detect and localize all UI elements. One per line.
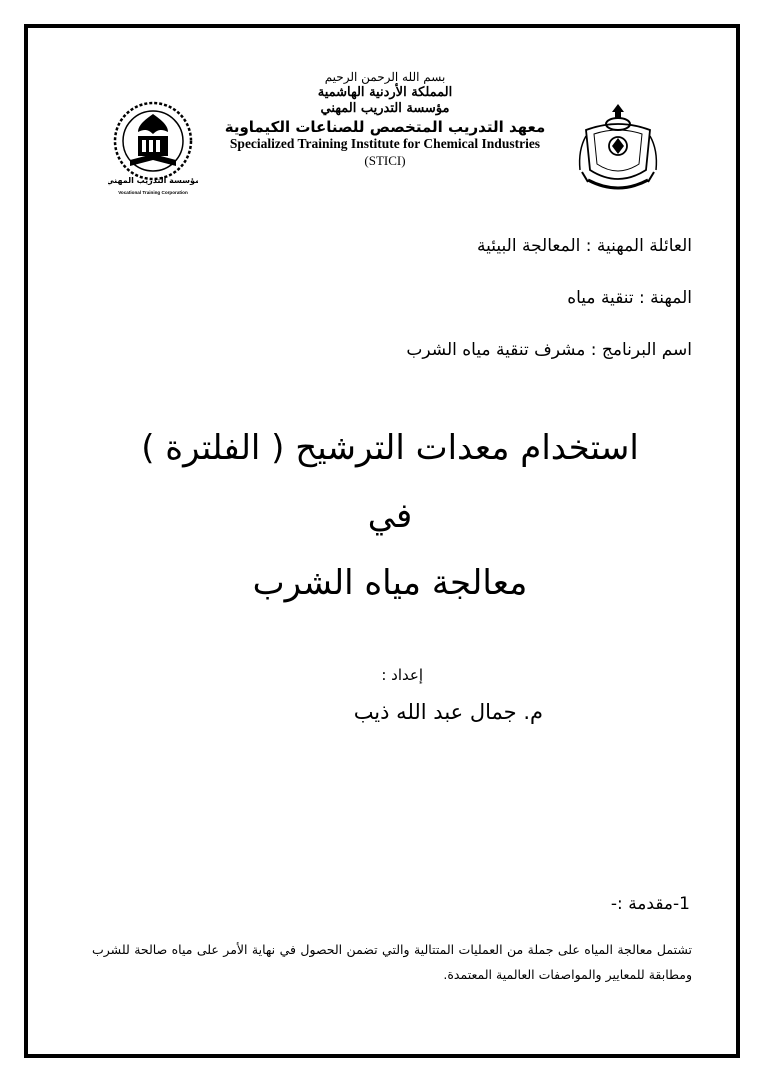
- section-heading: 1-مقدمة :-: [610, 894, 690, 914]
- basmala: بسم الله الرحمن الرحيم: [324, 70, 446, 84]
- emblem-caption-en: Vocational Training Corporation: [118, 190, 188, 195]
- kingdom-name: المملكة الأردنية الهاشمية: [317, 85, 453, 100]
- intro-paragraph: تشتمل معالجة المياه على جملة من العمليات المتتالية والتي تضمن الحصول في نهاية الأمر على مياه صالحة للشرب ومطابقة للمعايير والمواصفات العالمية المعتمدة.: [92, 942, 692, 982]
- vocational-training-emblem-icon: [108, 96, 198, 206]
- institute-name-ar: معهد التدريب المتخصص للصناعات الكيماوية: [224, 117, 546, 136]
- occupational-family: العائلة المهنية : المعالجة البيئية: [477, 236, 692, 256]
- jordan-coat-of-arms-icon: [568, 100, 668, 200]
- corporation-name: مؤسسة التدريب المهني: [320, 101, 450, 117]
- document-title-line-1: استخدام معدات الترشيح ( الفلترة ): [141, 428, 639, 468]
- institute-abbreviation: (STICI): [364, 153, 406, 169]
- institute-name-en: Specialized Training Institute for Chemical Industries: [229, 136, 541, 152]
- author-name: م. جمال عبد الله ذيب: [353, 700, 543, 724]
- institution-header: [220, 70, 550, 169]
- prepared-by-label: إعداد :: [381, 666, 423, 684]
- profession: المهنة : تنقية مياه: [567, 288, 692, 308]
- program-name: اسم البرنامج : مشرف تنقية مياه الشرب: [406, 340, 692, 360]
- document-title-line-3: معالجة مياه الشرب: [252, 563, 528, 603]
- emblem-caption-ar: مؤسسة التدريب المهني: [108, 176, 198, 185]
- document-title-line-2: في: [367, 496, 413, 536]
